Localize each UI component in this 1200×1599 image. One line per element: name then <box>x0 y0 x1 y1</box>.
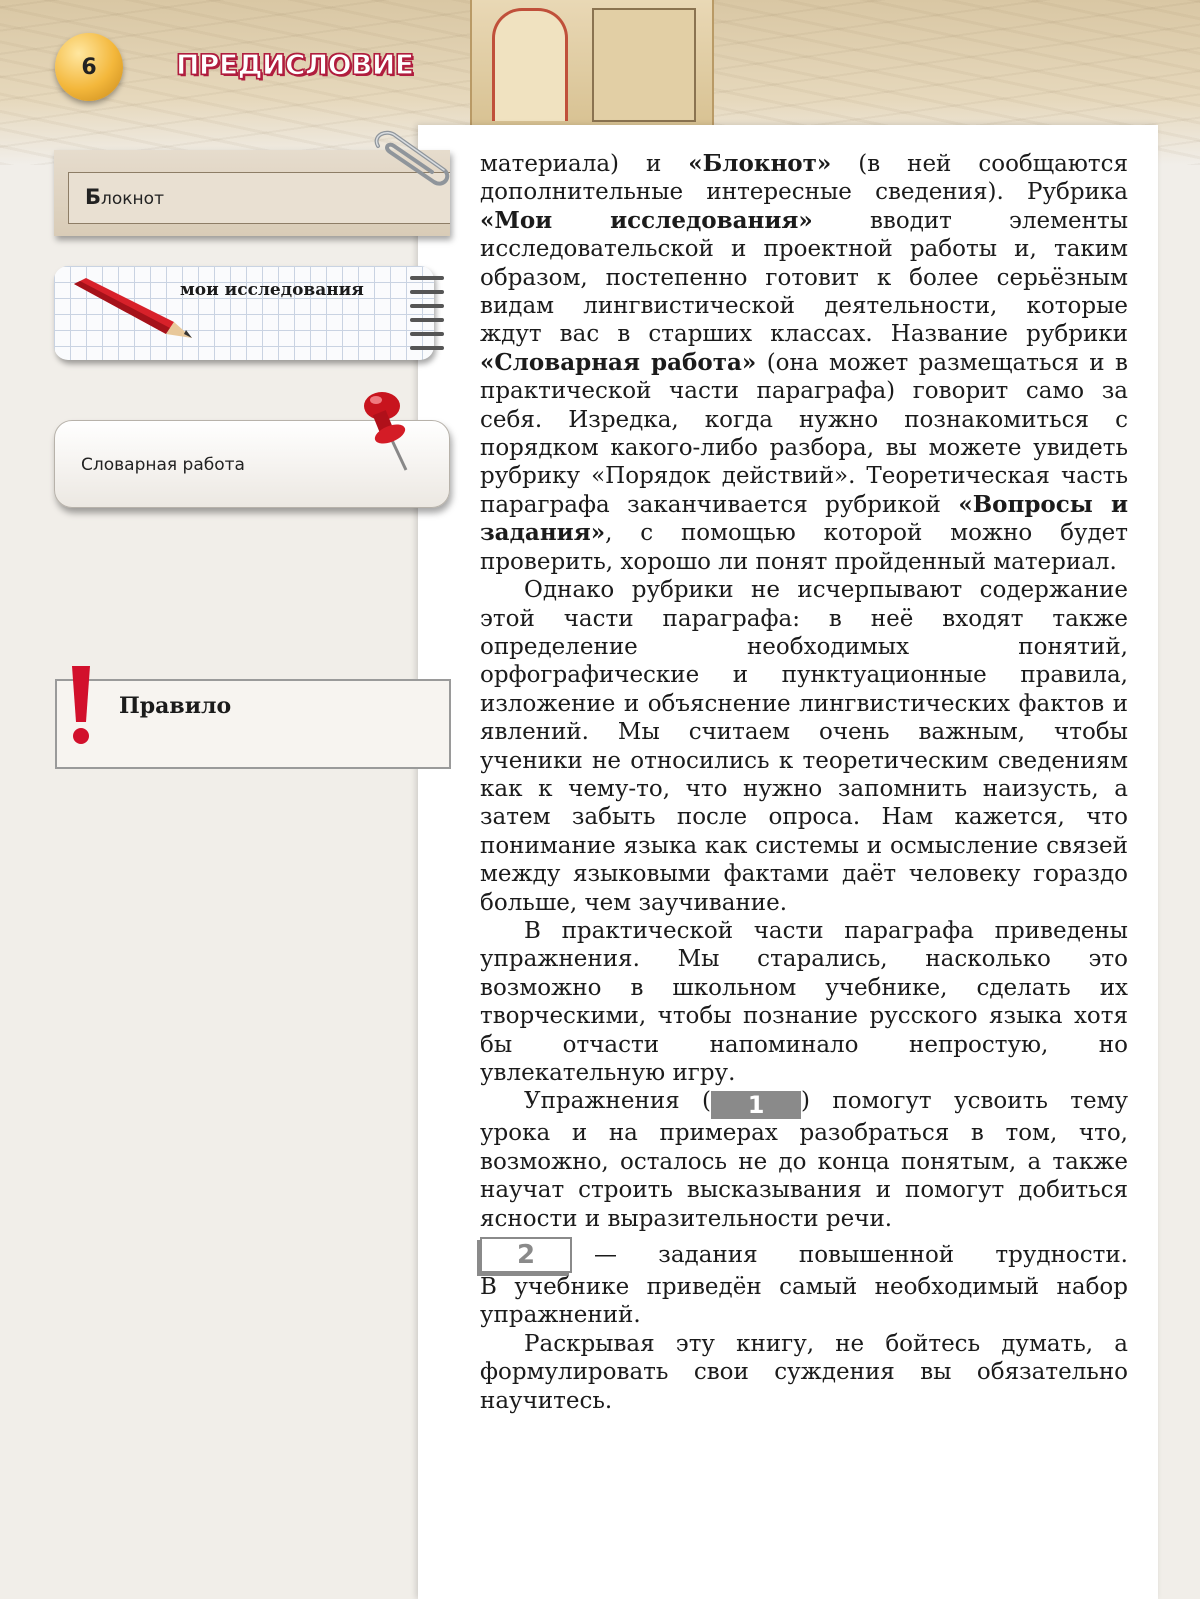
hard-exercise-caption: — задания повышенной трудности. <box>594 1241 1128 1269</box>
paragraph-6: Раскрывая эту книгу, не бойтесь думать, а формулировать свои суждения вы обязательно научитесь. <box>480 1330 1128 1415</box>
header-illustration <box>470 0 714 125</box>
exclamation-icon <box>66 666 96 746</box>
rule-label: Правило <box>119 693 231 719</box>
paperclip-icon <box>370 126 452 190</box>
exercise-number-badge: 1 <box>711 1091 801 1119</box>
paragraph-3: В практической части параграфа приведены упражнения. Мы старались, насколько это возможно в школьном учебнике, сделать их творческими, чтобы познание русского языка хотя бы отчасти напоминало непростую, но увлекательную игру. <box>480 917 1128 1087</box>
sidebar-card-rule <box>55 679 451 769</box>
paragraph-2: Однако рубрики не исчерпывают содержание этой части параграфа: в неё входят также определение необходимых понятий, орфографические и пунктуационные правила, изложение и объяснение лингвистических фактов и явлений. Мы считаем очень важным, чтобы ученики не относились к теоретическим сведениям как к чему-то, что нужно запомнить наизусть, а затем забыть после опроса. Нам кажется, что понимание языка как системы и осмысление связей между языковыми фактами даёт человеку гораздо больше, чем заучивание. <box>480 576 1128 917</box>
paragraph-4: Упражнения ( 1 ) помогут усвоить тему урока и на примерах разобраться в том, что, возможно, осталось не до конца понятым, а также научат строить высказывания и помогут добиться ясности и выразительности речи. <box>480 1087 1128 1233</box>
pencil-icon <box>70 278 202 340</box>
illustration-arch <box>492 8 568 121</box>
paragraph-5: В учебнике приведён самый необходимый набор упражнений. <box>480 1273 1128 1330</box>
hard-exercise-badge: 2 <box>480 1237 572 1273</box>
chapter-title: ПРЕДИСЛОВИЕ <box>176 48 413 81</box>
paragraph-1: материала) и «Блокнот» (в ней сообщаются дополнительные интересные сведения). Рубрика «Мои исследования» вводит элементы исследовательской и проектной работы и, таким образом, постепенно готовит к более серьёзным видам лингвистической деятельности, которые ждут вас в старших классах. Название рубрики «Словарная работа» (она может размещаться и в практической части параграфа) говорит само за себя. Изредка, когда нужно познакомиться с порядком какого-либо разбора, вы можете увидеть рубрику «Порядок действий». Теоретическая часть параграфа заканчивается рубрикой «Вопросы и задания», с помощью которой можно будет проверить, хорошо ли понят пройденный материал. <box>480 150 1128 576</box>
research-label: мои исследования <box>180 280 364 300</box>
body-text <box>480 150 1128 1415</box>
hard-exercise-row <box>480 1237 1128 1273</box>
spiral-binding-icon <box>408 268 448 360</box>
page-number-badge: 6 <box>55 33 123 101</box>
vocabulary-label: Словарная работа <box>81 455 245 475</box>
pushpin-icon <box>354 388 424 474</box>
illustration-panel <box>592 8 696 122</box>
notebook-label: Блокнот <box>85 185 164 209</box>
